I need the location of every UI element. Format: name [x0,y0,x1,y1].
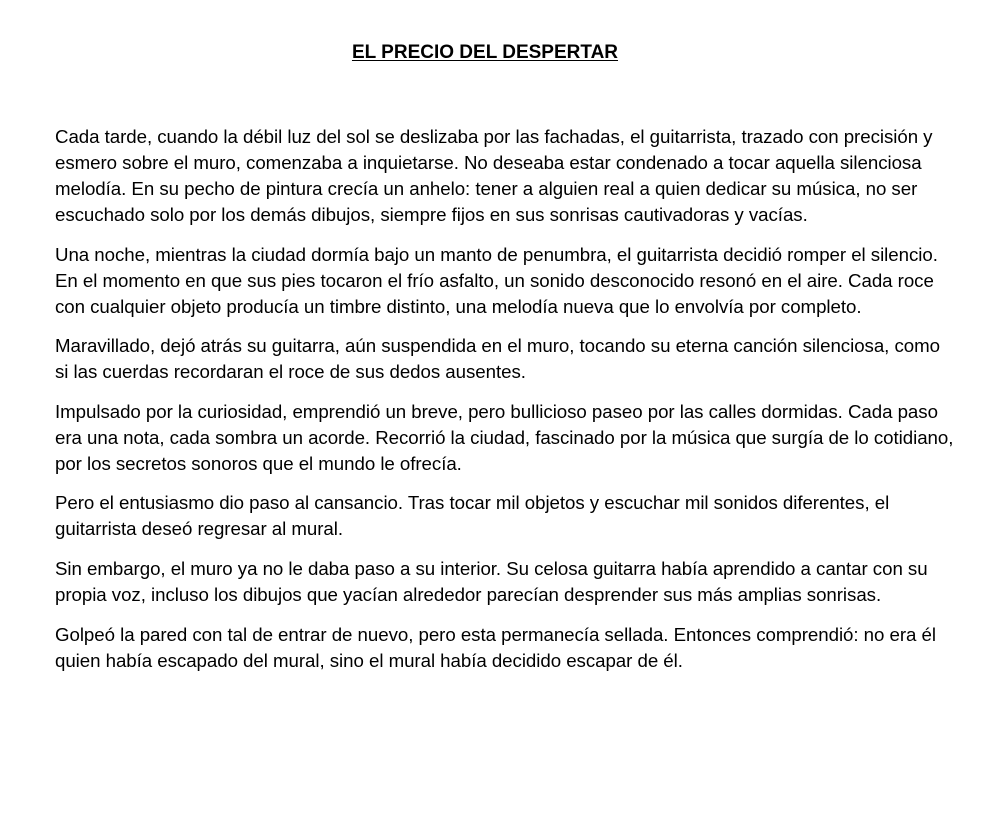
document-title: EL PRECIO DEL DESPERTAR [351,42,619,63]
paragraph-4: Impulsado por la curiosidad, emprendió un breve, pero bullicioso paseo por las calles dormidas. Cada paso era una nota, cada sombra un acorde. Recorrió la ciudad, fascinado por la música que surgía de lo cotidiano, por los secretos sonoros que el mundo le ofrecía. [55,400,954,474]
paragraph-7: Golpeó la pared con tal de entrar de nuevo, pero esta permanecía sellada. Entonces comprendió: no era él quien había escapado del mural, sino el mural había decidido escapar de él. [55,623,936,671]
paragraph-3: Maravillado, dejó atrás su guitarra, aún suspendida en el muro, tocando su eterna canción silenciosa, como si las cuerdas recordaran el roce de sus dedos ausentes. [55,335,940,383]
document-body [55,124,955,687]
paragraph-5: Pero el entusiasmo dio paso al cansancio. Tras tocar mil objetos y escuchar mil sonidos diferentes, el guitarrista deseó regresar al mural. [55,492,890,540]
paragraph-1: Cada tarde, cuando la débil luz del sol se deslizaba por las fachadas, el guitarrista, trazado con precisión y esmero sobre el muro, comenzaba a inquietarse. No deseaba estar condenado a tocar aquella silenciosa melodía. En su pecho de pintura crecía un anhelo: tener a alguien real a quien dedicar su música, no ser escuchado solo por los demás dibujos, siempre fijos en sus sonrisas cautivadoras y vacías. [55,126,933,225]
paragraph-2: Una noche, mientras la ciudad dormía bajo un manto de penumbra, el guitarrista decidió romper el silencio. En el momento en que sus pies tocaron el frío asfalto, un sonido desconocido resonó en el aire. Cada roce con cualquier objeto producía un timbre distinto, una melodía nueva que lo envolvía por completo. [55,243,938,317]
paragraph-6: Sin embargo, el muro ya no le daba paso a su interior. Su celosa guitarra había aprendido a cantar con su propia voz, incluso los dibujos que yacían alrededor parecían desprender sus más amplias sonrisas. [55,557,928,605]
